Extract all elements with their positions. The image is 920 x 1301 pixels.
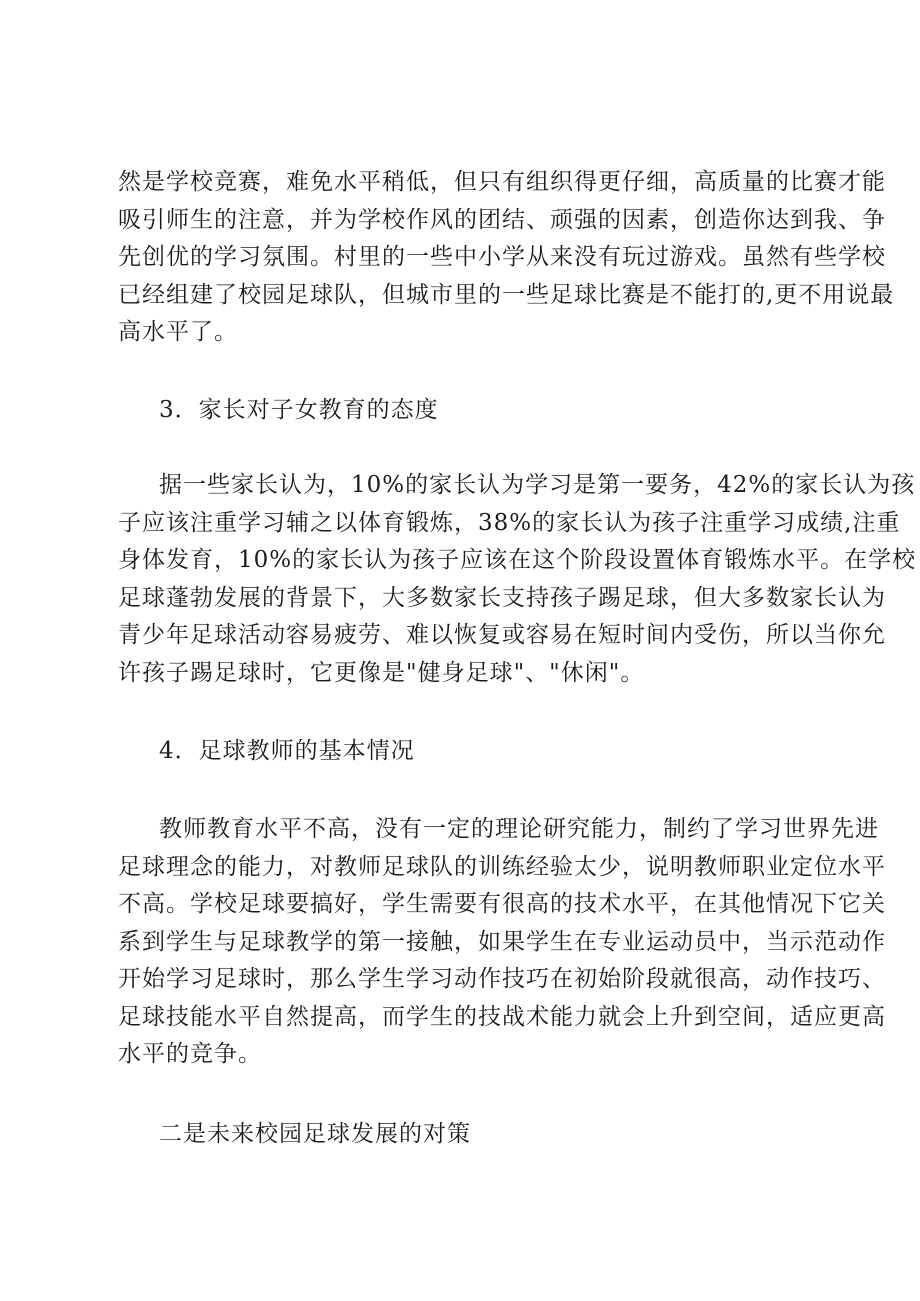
heading-future-strategies [118,1116,808,1154]
text-line: 然是学校竞赛，难免水平稍低，但只有组织得更仔细，高质量的比赛才能 [118,169,886,195]
heading-parents-attitude [118,392,808,430]
paragraph-teachers [118,811,886,1074]
text-line: 开始学习足球时，那么学生学习动作技巧在初始阶段就很高，动作技巧、 [118,966,886,992]
text-line: 据一些家长认为，10%的家长认为学习是第一要务，42%的家长认为孩 [159,472,916,498]
text-line: 足球理念的能力，对教师足球队的训练经验太少，说明教师职业定位水平 [118,853,886,880]
text-line: 足球技能水平自然提高，而学生的技战术能力就会上升到空间，适应更高 [118,1003,886,1030]
text-line: 已经组建了校园足球队，但城市里的一些足球比赛是不能打的,更不用说最 [118,281,895,308]
section-heading: 4．足球教师的基本情况 [159,738,415,764]
section-heading: 二是未来校园足球发展的对策 [159,1121,471,1147]
paragraph-parents-survey [118,467,917,692]
text-line: 足球蓬勃发展的背景下，大多数家长支持孩子踢足球，但大多数家长认为 [118,584,886,611]
text-line: 子应该注重学习辅之以体育锻炼，38%的家长认为孩子注重学习成绩,注重 [118,509,901,536]
text-line: 先创优的学习氛围。村里的一些中小学从来没有玩过游戏。虽然有些学校 [118,244,886,270]
heading-football-teachers [118,733,808,771]
text-line: 吸引师生的注意，并为学校作风的团结、顽强的因素，创造你达到我、争 [118,206,886,233]
text-line: 系到学生与足球教学的第一接触，如果学生在专业运动员中，当示范动作 [118,928,886,955]
text-line: 水平的竞争。 [118,1041,262,1067]
text-line: 高水平了。 [118,319,238,345]
text-line: 教师教育水平不高，没有一定的理论研究能力，制约了学习世界先进 [159,816,879,842]
text-line: 许孩子踢足球时，它更像是"健身足球"、"休闲"。 [118,659,645,686]
paragraph-school-competition [118,164,895,352]
text-line: 青少年足球活动容易疲劳、难以恢复或容易在短时间内受伤，所以当你允 [118,622,886,648]
section-heading: 3．家长对子女教育的态度 [159,397,439,423]
text-line: 不高。学校足球要搞好，学生需要有很高的技术水平，在其他情况下它关 [118,891,886,917]
text-line: 身体发育，10%的家长认为孩子应该在这个阶段设置体育锻炼水平。在学校 [118,547,917,573]
